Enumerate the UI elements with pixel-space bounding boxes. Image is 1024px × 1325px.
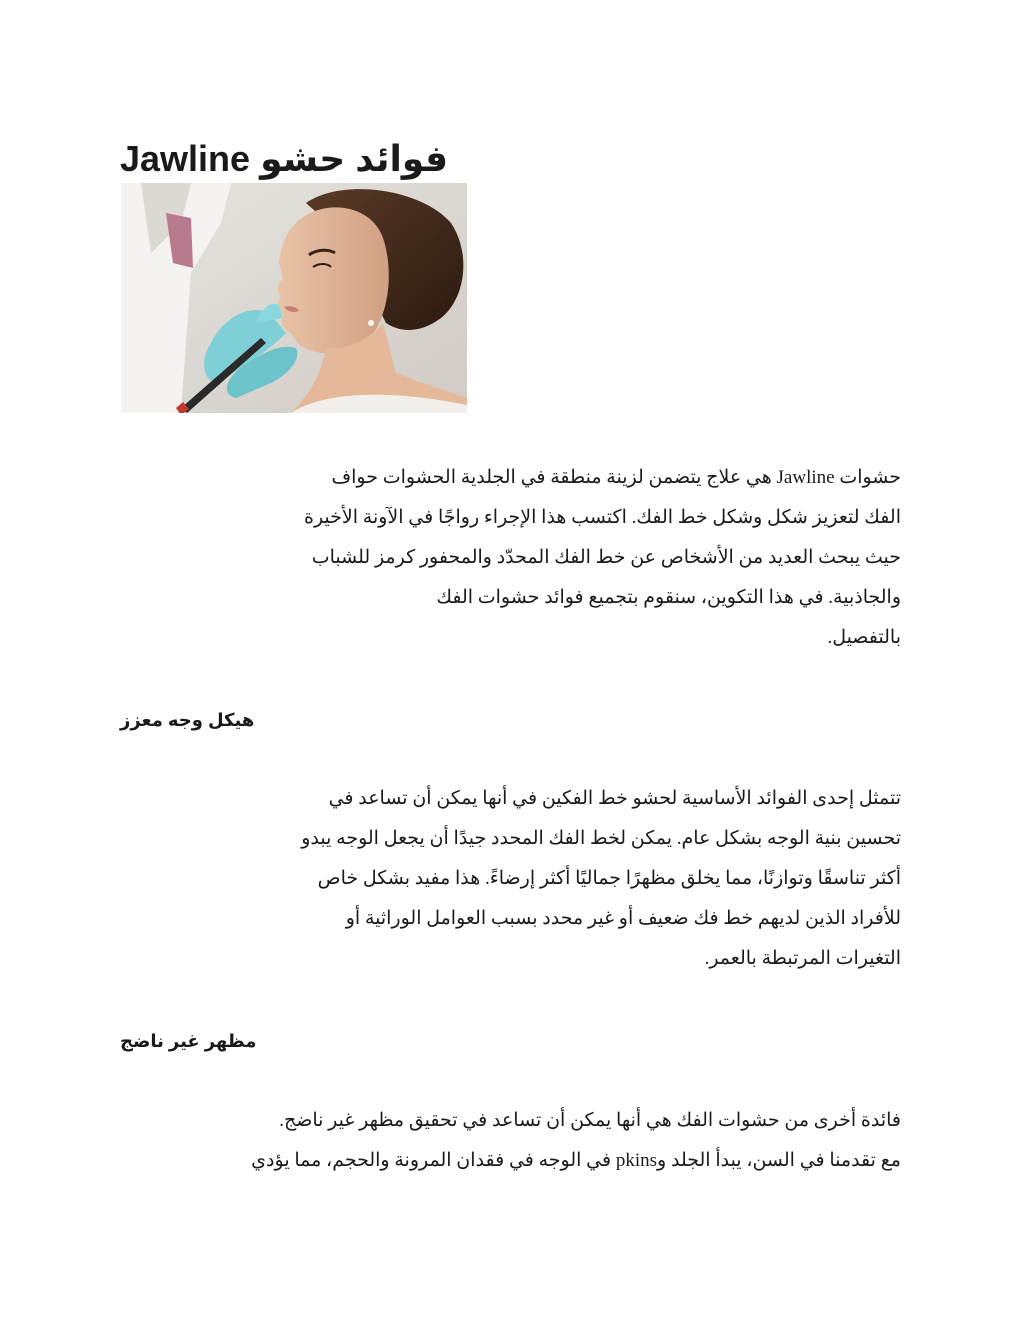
paragraph-youthful-look xyxy=(120,1101,901,1181)
paragraph-line: فائدة أخرى من حشوات الفك هي أنها يمكن أن تساعد في تحقيق مظهر غير ناضج. xyxy=(279,1110,901,1131)
page-title: فوائد حشو Jawline xyxy=(120,138,449,179)
article-photo xyxy=(121,183,467,413)
paragraph-enhanced-structure xyxy=(120,779,901,979)
paragraph-line: تحسين بنية الوجه بشكل عام. يمكن لخط الفك المحدد جيدًا أن يجعل الوجه يبدو xyxy=(301,828,901,849)
paragraph-line: التغيرات المرتبطة بالعمر. xyxy=(704,948,901,969)
paragraph-line: مع تقدمنا في السن، يبدأ الجلد وpkins في الوجه في فقدان المرونة والحجم، مما يؤدي xyxy=(251,1150,901,1171)
paragraph-line: حشوات Jawline هي علاج يتضمن لزينة منطقة في الجلدية الحشوات حواف xyxy=(331,467,901,488)
section-heading-text: مظهر غير ناضج xyxy=(120,1031,257,1051)
paragraph-line: للأفراد الذين لديهم خط فك ضعيف أو غير محدد بسبب العوامل الوراثية أو xyxy=(345,908,901,929)
section-heading-youthful-look xyxy=(120,1027,520,1055)
paragraph-line: أكثر تناسقًا وتوازنًا، مما يخلق مظهرًا جماليًا أكثر إرضاءً. هذا مفيد بشكل خاص xyxy=(317,868,901,889)
paragraph-line: حيث يبحث العديد من الأشخاص عن خط الفك المحدّد والمحفور كرمز للشباب xyxy=(311,547,901,568)
paragraph-line: الفك لتعزيز شكل وشكل خط الفك. اكتسب هذا الإجراء رواجًا في الآونة الأخيرة xyxy=(303,507,901,528)
paragraph-line: بالتفصيل. xyxy=(827,627,901,648)
section-heading-text: هيكل وجه معزز xyxy=(120,710,255,730)
woman-profile-image xyxy=(121,183,467,413)
paragraph-intro xyxy=(120,458,901,658)
paragraph-line: والجاذبية. في هذا التكوين، سنقوم بتجميع فوائد حشوات الفك xyxy=(436,587,901,608)
paragraph-line: تتمثل إحدى الفوائد الأساسية لحشو خط الفكين في أنها يمكن أن تساعد في xyxy=(328,788,901,809)
section-heading-enhanced-structure xyxy=(120,706,520,734)
